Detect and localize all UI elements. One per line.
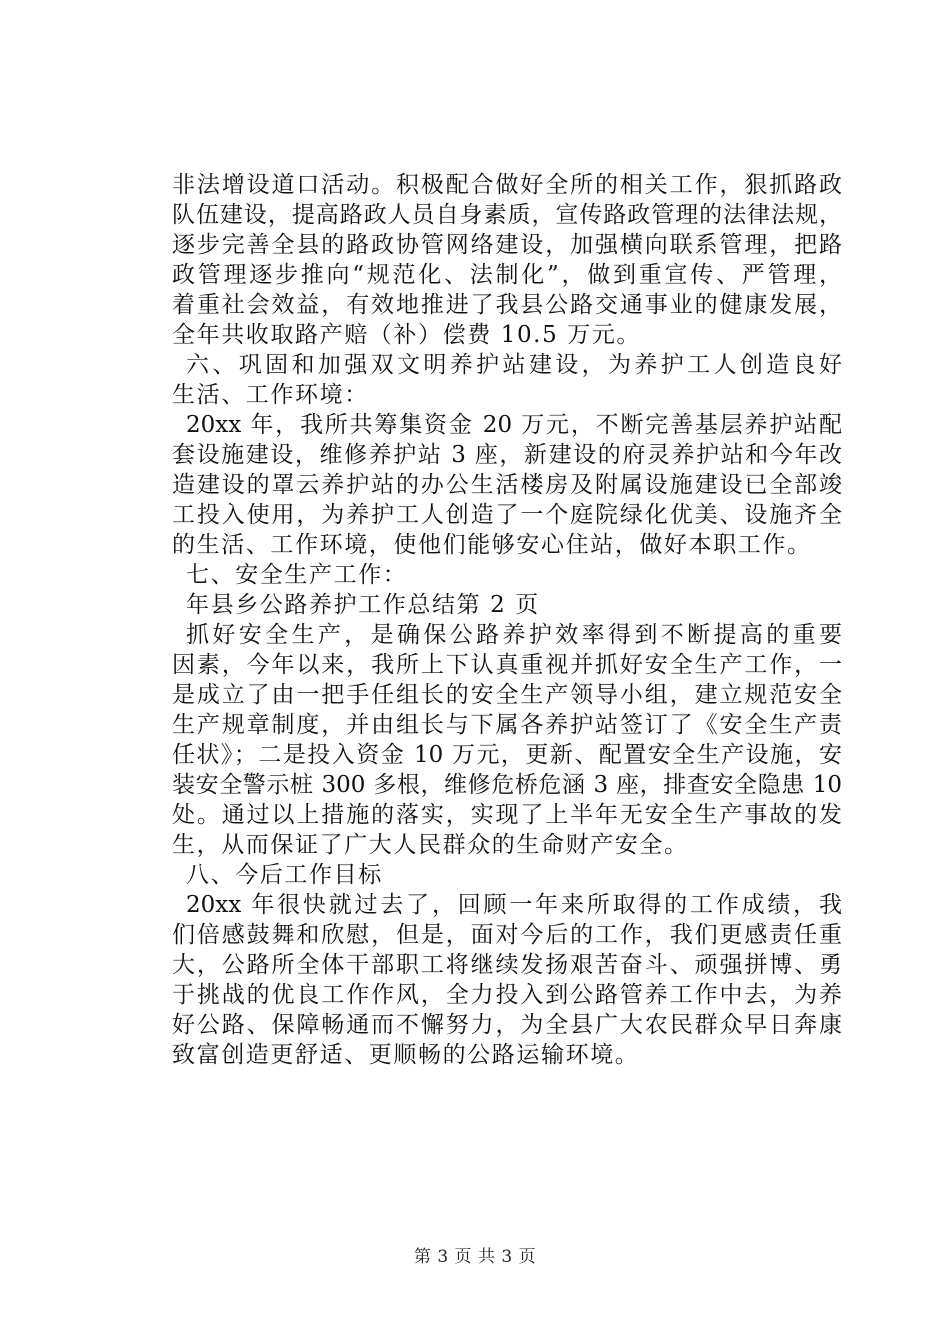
text-line: 处。通过以上措施的落实，实现了上半年无安全生产事故的发 — [172, 802, 842, 828]
text-line: 生，从而保证了广大人民群众的生命财产安全。 — [172, 832, 689, 858]
text-line: 非法增设道口活动。积极配合做好全所的相关工作，狠抓路政 — [172, 172, 842, 198]
text-line: 套设施建设，维修养护站 3 座，新建设的府灵养护站和今年改 — [172, 442, 842, 468]
document-body — [172, 170, 842, 1070]
text-line: 工投入使用，为养护工人创造了一个庭院绿化优美、设施齐全 — [172, 502, 842, 528]
text-line: 队伍建设，提高路政人员自身素质，宣传路政管理的法律法规， — [172, 202, 842, 228]
text-line: 20xx 年很快就过去了，回顾一年来所取得的工作成绩，我 — [186, 892, 842, 918]
text-line: 致富创造更舒适、更顺畅的公路运输环境。 — [172, 1042, 640, 1068]
text-line: 任状》；二是投入资金 10 万元，更新、配置安全生产设施，安 — [172, 742, 842, 768]
text-line: 大，公路所全体干部职工将继续发扬艰苦奋斗、顽强拼博、勇 — [172, 952, 842, 978]
text-line: 逐步完善全县的路政协管网络建设，加强横向联系管理，把路 — [172, 232, 842, 258]
text-line: 着重社会效益，有效地推进了我县公路交通事业的健康发展， — [172, 292, 842, 318]
text-line: 是成立了由一把手任组长的安全生产领导小组，建立规范安全 — [172, 682, 842, 708]
text-line: 于挑战的优良工作作风，全力投入到公路管养工作中去，为养 — [172, 982, 842, 1008]
text-line: 造建设的罩云养护站的办公生活楼房及附属设施建设已全部竣 — [172, 472, 842, 498]
text-line: 们倍感鼓舞和欣慰，但是，面对今后的工作，我们更感责任重 — [172, 922, 842, 948]
text-line: 20xx 年，我所共筹集资金 20 万元，不断完善基层养护站配 — [186, 412, 842, 438]
text-line: 生产规章制度，并由组长与下属各养护站签订了《安全生产责 — [172, 712, 842, 738]
section-heading-7: 七、安全生产工作： — [186, 562, 408, 588]
text-line: 的生活、工作环境，使他们能够安心住站，做好本职工作。 — [172, 532, 812, 558]
page-footer: 第 3 页 共 3 页 — [413, 1247, 537, 1267]
text-line: 好公路、保障畅通而不懈努力，为全县广大农民群众早日奔康 — [172, 1012, 842, 1038]
page-note: 年县乡公路养护工作总结第 2 页 — [186, 592, 540, 618]
section-heading-8: 八、今后工作目标 — [186, 862, 383, 888]
text-line: 全年共收取路产赔（补）偿费 10.5 万元。 — [172, 322, 642, 348]
text-line: 抓好安全生产，是确保公路养护效率得到不断提高的重要 — [186, 622, 842, 648]
text-line: 政管理逐步推向“规范化、法制化”，做到重宣传、严管理， — [172, 262, 842, 288]
text-line: 装安全警示桩 300 多根，维修危桥危涵 3 座，排查安全隐患 10 — [172, 772, 842, 798]
section-heading-6: 六、巩固和加强双文明养护站建设，为养护工人创造良好 — [186, 352, 842, 378]
text-line: 因素，今年以来，我所上下认真重视并抓好安全生产工作，一 — [172, 652, 842, 678]
text-line: 生活、工作环境： — [172, 382, 369, 408]
